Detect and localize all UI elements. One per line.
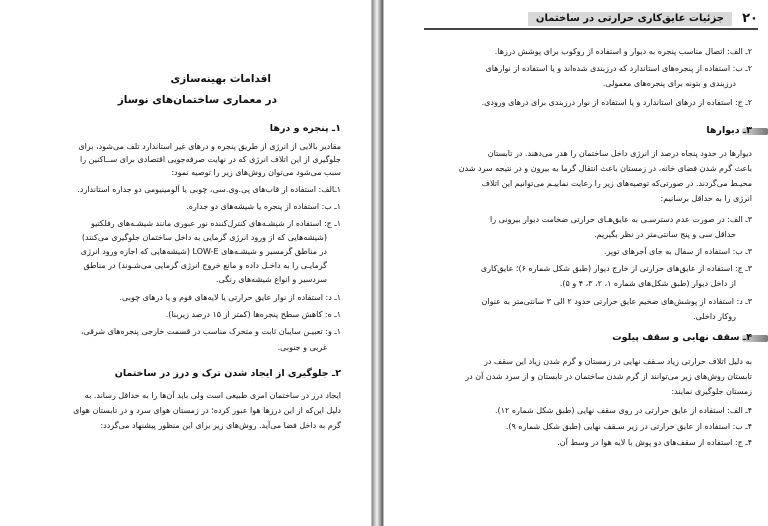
page-number: ۲۰ xyxy=(742,11,758,26)
section1-paragraph-line: سبب می‌شود می‌توان روش‌های زیر را توصیه نمود: xyxy=(171,168,341,177)
list-item: ۱ـ د: استفاده از نوار عایق حرارتی یا لایه‌های فوم و یا درهای چوبی. xyxy=(119,293,341,302)
section3-paragraph-line: انرژی را به حداقل برسانیم: xyxy=(660,194,752,203)
list-item-continuation: در مناطق گرمسیر و شیشـه‌های LOW-E (شیشه‌هایی که اجازه ورود انرژی xyxy=(80,247,327,256)
list-item: ۱ـ ه: کاهش سطح پنجره‌ها (کمتر از ۱۵ درصد زیربنا). xyxy=(165,310,341,319)
list-item: ۱ـالف: استفاده از قاب‌های پی.وی.سی، چوبی یا آلومینیومی دو جداره استاندارد. xyxy=(77,185,341,194)
section4-paragraph-line: تابستان روش‌های زیر می‌توانند از گرم شدن ساختمان در تابستان و از سرد شدن آن در xyxy=(465,372,752,381)
section-heading-cracks: ۲ـ جلوگیری از ایجاد شدن ترک و درز در ساختمان xyxy=(114,368,341,379)
section2-paragraph-line: گرم به داخل فضا می‌آید. روش‌های زیر برای این منظور پیشنهاد می‌گردد: xyxy=(100,421,341,430)
list-item-continuation: روکار داخلی. xyxy=(693,312,736,321)
running-header-title: جزئیات عایق‌کاری حرارتی در ساختمان xyxy=(528,12,732,26)
list-item-continuation: غربی و جنوبی. xyxy=(277,343,327,352)
list-item: ۴ـ ج: استفاده از سقف‌های دو پوش با لایه هوا در وسط آن. xyxy=(557,438,752,447)
list-item: ۳ـ د: استفاده از پوشش‌های ضخیم عایق حرارتی حدود ۲ الی ۳ سانتی‌متر به عنوان xyxy=(481,297,752,306)
section4-paragraph-line: به دلیل اتلاف حرارتی زیاد سـقف نهایی در زمستان و گرم شدن زیاد این سقف در xyxy=(483,357,752,366)
chapter-title-line1: اقدامات بهینه‌سازی xyxy=(170,73,271,85)
section-heading-roof: ۴ـ سقف نهایی و سقف پیلوت xyxy=(612,332,752,343)
section1-paragraph-line: مقادیر بالایی از انرژی از طریق پنجره و درهای غیر استاندارد تلف می‌شود، برای xyxy=(78,142,341,151)
list-item: ۳ـ ج: استفاده از عایق‌های حرارتی از خارج دیوار (طبق شکل شماره ۶)؛ عایق‌کاری xyxy=(480,264,752,273)
list-item: ۱ـ ب: استفاده از پنجره یا شیشه‌های دو جداره. xyxy=(186,202,341,211)
section3-paragraph-line: دیوارها در حدود پنجاه درصد از انرژی داخل ساختمان را هدر می‌دهند. در تابستان xyxy=(487,149,752,158)
list-item: ۳ـ الف: در صورت عدم دسترسـی به عایق‌هـای حرارتی ضخامت دیوار بیرونی را xyxy=(490,215,752,224)
left-page xyxy=(0,0,372,526)
list-item: ۱ـ و: تعبیـن سایبان ثابت و متحرک مناسب در قسمت خارجی پنجره‌های شرقی، xyxy=(80,327,341,336)
list-item: ۴ـ ب: استفاده از عایق حرارتی در زیر سـقف نهایی (طبق شکل شماره ۹). xyxy=(505,422,752,431)
list-item-continuation: حداقل سی و پنج سانتی‌متر در نظر بگیریم. xyxy=(594,230,736,239)
list-item: ۱ـ ج: استفاده از شیشـه‌های کنترل‌کننده نور عبوری مانند شیشـه‌های رفلکتیو xyxy=(90,219,341,228)
list-item-continuation: از داخل دیوار (طبق شکل‌های شماره ۱، ۲، ۳، ۴ و ۵). xyxy=(559,279,736,288)
running-header xyxy=(424,10,758,30)
section1-paragraph-line: جلوگیری از این اتلاف انرژی که در نهایت صرفه‌جویی اقتصادی برای ســاکنین را xyxy=(80,155,341,164)
section2-paragraph-line: دلیل این‌که از این درزها هوا عبور کرده؛ در زمستان هوای سرد و در تابستان هوای xyxy=(73,406,341,415)
list-item: ۲ـ ج: استفاده از درهای استاندارد و یا استفاده از نوار درزبندی برای درهای ورودی. xyxy=(481,98,752,107)
list-item: ۲ـ ب: استفاده از پنجره‌های استاندارد که درزبندی شده‌اند و یا استفاده از نوارهای xyxy=(485,64,752,73)
right-page xyxy=(383,0,768,526)
section-heading-windows-doors: ۱ـ پنجره و درها xyxy=(269,123,341,134)
chapter-title-line2: در معماری ساختمان‌های نوساز xyxy=(117,94,277,106)
section-heading-walls: ۳ـ دیوارها xyxy=(706,125,752,136)
list-item: ۴ـ الف: استفاده از عایق حرارتی در روی سقف نهایی (طبق شکل شماره ۱۲). xyxy=(495,406,752,415)
section2-paragraph-line: ایجاد درز در ساختمان امری طبیعی است ولی باید آن‌ها را به حداقل رساند. به xyxy=(84,391,341,400)
list-item: ۲ـ الف: اتصال مناسب پنجره به دیوار و استفاده از روکوب برای پوشش درزها. xyxy=(494,47,752,56)
section4-paragraph-line: زمستان جلوگیری نمایند: xyxy=(671,387,752,396)
list-item: ۳ـ ب: استفاده از سفال به جای آجرهای توپر. xyxy=(603,247,752,256)
list-item-continuation: (شیشه‌هایی که از ورود انرژی گرمایی به داخل ساختمان جلوگیری می‌کنند) xyxy=(81,233,327,242)
section3-paragraph-line: باعث گرم شدن فضای خانه، در زمستان باعث انتقال گرما به بیرون و در نتیجه سرد شدن xyxy=(458,164,752,173)
book-spine xyxy=(372,0,383,526)
list-item-continuation: سردسیر و انواع شیشه‌های رنگی. xyxy=(215,275,327,284)
section3-paragraph-line: محیـط می‌گردند. در صورتی‌که توصیه‌های زیر را رعایت نماییـم می‌توانیم این اتلاف xyxy=(481,179,752,188)
list-item-continuation: درزبندی و بتونه برای پنجره‌های معمولی. xyxy=(602,79,736,88)
list-item-continuation: گرمایـی را به داخـل داده و مانع خروج انرژی گرمایی می‌شـوند) در مناطق xyxy=(83,261,327,270)
